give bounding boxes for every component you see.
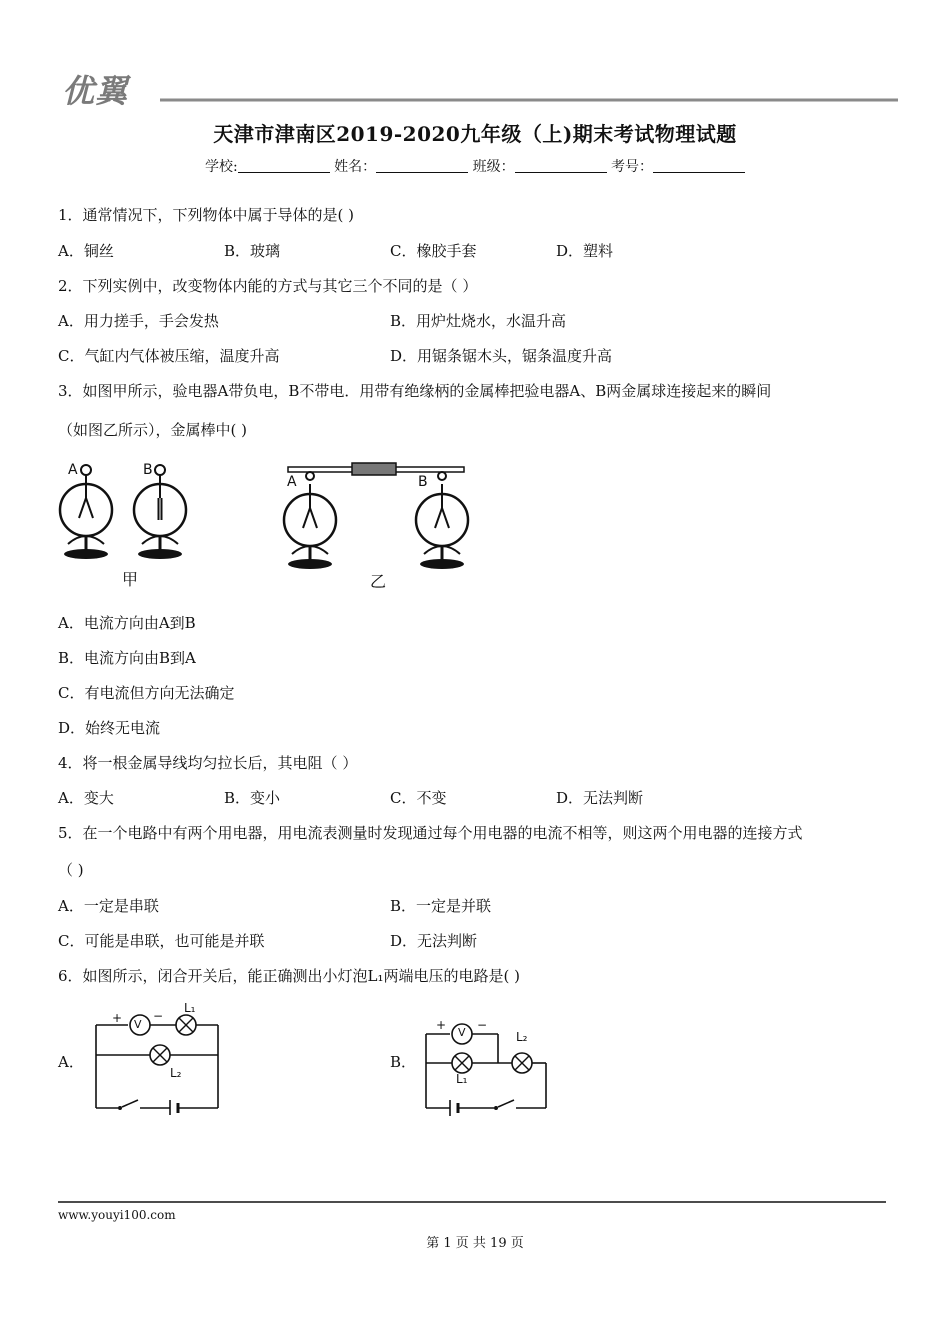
class-blank <box>515 158 607 173</box>
question-5-option-c: C．可能是串联，也可能是并联 <box>58 932 265 950</box>
circuit-b-l2: L₂ <box>516 1030 528 1044</box>
logo: 优翼 <box>62 72 129 110</box>
question-5-stem: 5．在一个电路中有两个用电器，用电流表测量时发现通过每个用电器的电流不相等，则这两个用电器的连接方式 <box>58 824 803 842</box>
school-blank <box>238 158 330 173</box>
question-1-option-c: C．橡胶手套 <box>390 242 477 260</box>
header-rule <box>60 94 900 106</box>
page-number: 第 1 页 共 19 页 <box>426 1236 524 1251</box>
question-3-stem-cont: （如图乙所示），金属棒中( ) <box>58 421 247 439</box>
question-2-option-a: A．用力搓手，手会发热 <box>58 312 219 330</box>
question-3-option-c: C．有电流但方向无法确定 <box>58 684 235 702</box>
question-5-option-b: B．一定是并联 <box>390 897 492 915</box>
circuit-b-minus: − <box>477 1018 488 1032</box>
student-info <box>0 156 950 176</box>
electroscope-figure <box>52 458 472 593</box>
fig-right-label-b: B <box>418 474 428 490</box>
question-3-option-b: B．电流方向由B到A <box>58 649 196 667</box>
exam-no-label: 考号： <box>611 159 654 175</box>
question-4-option-a: A．变大 <box>58 789 114 807</box>
question-1-option-a: A．铜丝 <box>58 242 114 260</box>
question-6-option-a: A． <box>58 1053 84 1071</box>
circuit-b-plus: + <box>436 1018 447 1032</box>
circuit-b <box>418 1020 553 1120</box>
circuit-a-plus: + <box>112 1011 123 1025</box>
question-3-option-d: D．始终无电流 <box>58 719 161 737</box>
question-2-stem: 2．下列实例中，改变物体内能的方式与其它三个不同的是（ ） <box>58 277 478 295</box>
question-5-stem-cont: （ ) <box>58 861 84 879</box>
circuit-a-l1: L₁ <box>184 1001 196 1015</box>
question-4-option-b: B．变小 <box>224 789 281 807</box>
question-5-option-a: A．一定是串联 <box>58 897 159 915</box>
question-4-stem: 4．将一根金属导线均匀拉长后，其电阻（ ） <box>58 754 358 772</box>
circuit-b-voltmeter: V <box>458 1026 466 1039</box>
footer-url: www.youyi100.com <box>58 1208 176 1222</box>
page-title: 天津市津南区2019-2020九年级（上)期末考试物理试题 <box>213 122 737 146</box>
question-4-option-d: D．无法判断 <box>556 789 644 807</box>
question-2-option-c: C．气缸内气体被压缩，温度升高 <box>58 347 280 365</box>
school-label: 学校: <box>204 159 238 175</box>
name-blank <box>376 158 468 173</box>
question-2-option-d: D．用锯条锯木头，锯条温度升高 <box>390 347 613 365</box>
circuit-a-voltmeter: V <box>134 1018 142 1031</box>
question-4-option-c: C．不变 <box>390 789 447 807</box>
circuit-a-l2: L₂ <box>170 1066 182 1080</box>
question-1-option-b: B．玻璃 <box>224 242 281 260</box>
fig-caption-jia: 甲 <box>122 570 139 589</box>
question-5-option-d: D．无法判断 <box>390 932 478 950</box>
fig-left-label-b: B <box>143 462 153 478</box>
fig-left-label-a: A <box>68 462 78 478</box>
footer-rule <box>58 1200 888 1204</box>
exam-no-blank <box>653 158 745 173</box>
question-3-option-a: A．电流方向由A到B <box>58 614 196 632</box>
question-2-option-b: B．用炉灶烧水，水温升高 <box>390 312 567 330</box>
circuit-b-l1: L₁ <box>456 1072 468 1086</box>
question-1-stem: 1．通常情况下，下列物体中属于导体的是( ) <box>58 206 355 224</box>
class-label: 班级： <box>472 159 515 175</box>
question-6-stem: 6．如图所示，闭合开关后，能正确测出小灯泡L₁两端电压的电路是( ) <box>58 967 520 985</box>
name-label: 姓名： <box>334 159 377 175</box>
question-6-option-b: B． <box>390 1053 417 1071</box>
question-1-option-d: D．塑料 <box>556 242 614 260</box>
circuit-a-minus: − <box>153 1009 164 1023</box>
fig-right-label-a: A <box>287 474 297 490</box>
fig-caption-yi: 乙 <box>370 572 387 591</box>
question-3-stem: 3．如图甲所示，验电器A带负电，B不带电．用带有绝缘柄的金属棒把验电器A、B两金属球连接起来的瞬间 <box>58 382 772 400</box>
